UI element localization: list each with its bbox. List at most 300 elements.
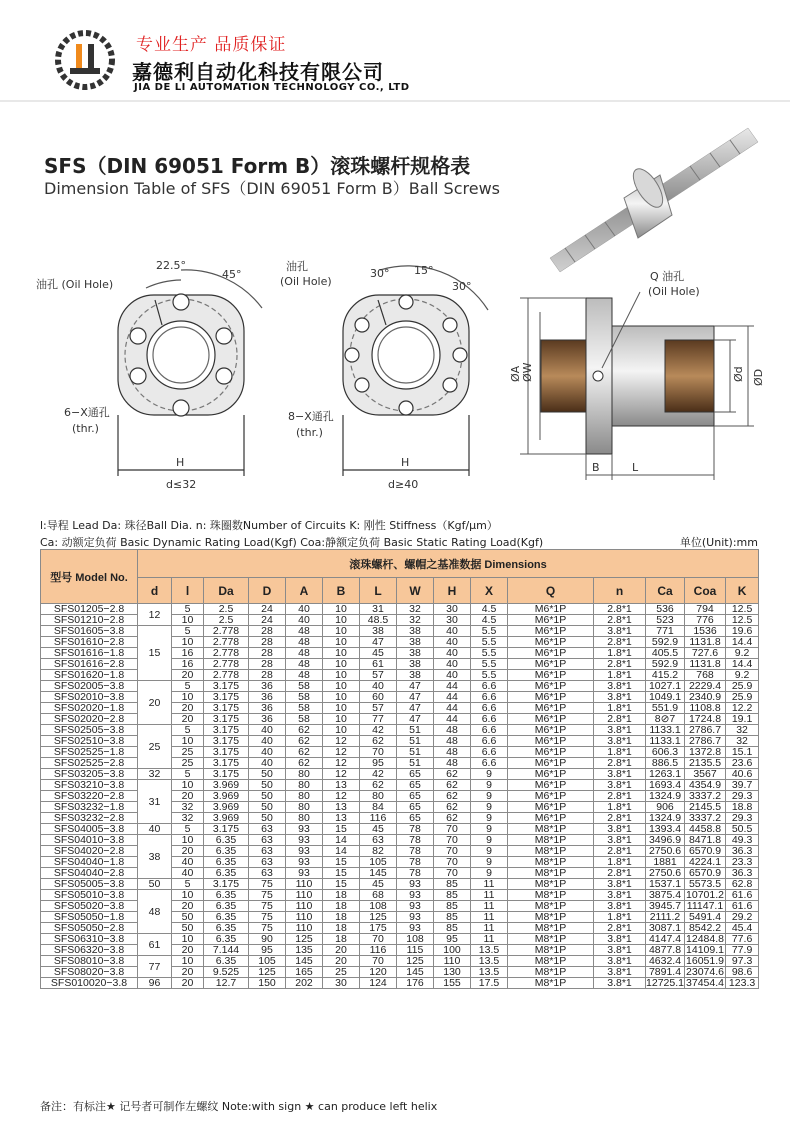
cell-model: SFS02010−3.8: [41, 692, 138, 703]
cell-da: 3.175: [204, 725, 249, 736]
cell-da: 6.35: [204, 956, 249, 967]
company-name-cn: 嘉德利自动化科技有限公司: [132, 60, 384, 84]
cell-d: 50: [249, 780, 286, 791]
cell-w: 32: [397, 604, 434, 615]
cell-d: 24: [249, 604, 286, 615]
cell-h: 85: [434, 923, 471, 934]
cell-l: 45: [360, 648, 397, 659]
table-row: [41, 769, 759, 780]
cell-a: 48: [286, 659, 323, 670]
cell-l: 40: [172, 857, 204, 868]
cell-d: 61: [138, 934, 172, 956]
cell-l: 20: [172, 670, 204, 681]
cell-model: SFS04040−1.8: [41, 857, 138, 868]
cell-b: 18: [323, 934, 360, 945]
cell-x: 6.6: [471, 681, 508, 692]
cell-da: 3.175: [204, 681, 249, 692]
cell-w: 176: [397, 978, 434, 989]
cell-ca: 2750.6: [646, 868, 685, 879]
cell-l: 50: [172, 912, 204, 923]
cell-coa: 6570.9: [685, 846, 726, 857]
cell-b: 10: [323, 681, 360, 692]
cell-x: 9: [471, 857, 508, 868]
cell-model: SFS02525−1.8: [41, 747, 138, 758]
cell-l: 48.5: [360, 615, 397, 626]
column-header-l: l: [172, 578, 204, 604]
cell-d: 75: [249, 890, 286, 901]
cell-k: 123.3: [726, 978, 759, 989]
cell-w: 78: [397, 824, 434, 835]
cell-q: M8*1P: [508, 978, 594, 989]
cell-q: M8*1P: [508, 879, 594, 890]
cell-q: M8*1P: [508, 857, 594, 868]
cell-k: 29.3: [726, 813, 759, 824]
cell-l: 25: [172, 747, 204, 758]
cell-ca: 1324.9: [646, 791, 685, 802]
cell-n: 1.8*1: [594, 670, 646, 681]
cell-w: 115: [397, 945, 434, 956]
cell-ca: 592.9: [646, 637, 685, 648]
header: [0, 0, 790, 100]
cell-k: 40.6: [726, 769, 759, 780]
cell-da: 12.7: [204, 978, 249, 989]
cell-l: 20: [172, 978, 204, 989]
cell-x: 9: [471, 791, 508, 802]
cell-b: 13: [323, 813, 360, 824]
cell-d: 24: [249, 615, 286, 626]
cell-h: 44: [434, 681, 471, 692]
cell-ca: 771: [646, 626, 685, 637]
cell-b: 18: [323, 901, 360, 912]
cell-b: 25: [323, 967, 360, 978]
cell-d: 36: [249, 681, 286, 692]
cell-ca: 523: [646, 615, 685, 626]
cell-x: 6.6: [471, 736, 508, 747]
cell-q: M6*1P: [508, 604, 594, 615]
cell-h: 30: [434, 604, 471, 615]
cell-q: M6*1P: [508, 703, 594, 714]
left-h-label: H: [176, 456, 185, 469]
cell-d: 77: [138, 956, 172, 978]
cell-l: 5: [172, 681, 204, 692]
cell-q: M8*1P: [508, 890, 594, 901]
cell-l: 20: [172, 703, 204, 714]
cell-l: 10: [172, 736, 204, 747]
table-row: [41, 604, 759, 615]
cell-b: 12: [323, 791, 360, 802]
column-header-n: n: [594, 578, 646, 604]
cell-b: 20: [323, 945, 360, 956]
cell-d: 75: [249, 901, 286, 912]
cell-x: 6.6: [471, 747, 508, 758]
cell-h: 85: [434, 890, 471, 901]
cell-model: SFS03232−1.8: [41, 802, 138, 813]
cell-ca: 551.9: [646, 703, 685, 714]
cell-coa: 37454.4: [686, 977, 724, 989]
cell-a: 48: [286, 648, 323, 659]
cell-n: 3.8*1: [594, 890, 646, 901]
cell-k: 25.9: [726, 692, 759, 703]
cell-d: 63: [249, 857, 286, 868]
cell-d: 36: [249, 692, 286, 703]
cell-l: 25: [172, 758, 204, 769]
cell-coa: 1108.8: [685, 703, 726, 714]
cell-b: 20: [323, 956, 360, 967]
cell-ca: 1881: [646, 857, 685, 868]
cell-h: 30: [434, 615, 471, 626]
table-row: [41, 835, 759, 846]
model-header: 型号 Model No.: [41, 550, 138, 604]
cell-w: 65: [397, 769, 434, 780]
cell-coa: 1724.8: [685, 714, 726, 725]
cell-k: 77.6: [726, 934, 759, 945]
cell-h: 70: [434, 868, 471, 879]
cell-n: 3.8*1: [594, 956, 646, 967]
cell-k: 36.3: [726, 846, 759, 857]
cell-coa: 5491.4: [685, 912, 726, 923]
cell-k: 77.9: [726, 945, 759, 956]
cell-h: 70: [434, 857, 471, 868]
cell-da: 2.778: [204, 659, 249, 670]
cell-x: 11: [471, 879, 508, 890]
cell-d: 150: [249, 978, 286, 989]
cell-b: 12: [323, 747, 360, 758]
cell-l: 20: [172, 967, 204, 978]
dimensions-header: 滚珠螺杆、螺帽之基准数据 Dimensions: [138, 550, 759, 578]
cell-h: 48: [434, 758, 471, 769]
cell-a: 93: [286, 846, 323, 857]
cell-coa: 1372.8: [685, 747, 726, 758]
cell-q: M6*1P: [508, 758, 594, 769]
cell-n: 3.8*1: [594, 945, 646, 956]
cell-k: 23.6: [726, 758, 759, 769]
cell-a: 80: [286, 802, 323, 813]
table-row: [41, 978, 759, 989]
cell-da: 6.35: [204, 857, 249, 868]
cell-b: 30: [323, 978, 360, 989]
cell-d: 48: [138, 890, 172, 934]
cell-model: SFS010020−3.8: [41, 978, 138, 989]
column-header-k: K: [726, 578, 759, 604]
cell-q: M8*1P: [508, 868, 594, 879]
cell-x: 5.5: [471, 648, 508, 659]
cell-model: SFS01610−2.8: [41, 637, 138, 648]
cell-model: SFS04040−2.8: [41, 868, 138, 879]
cell-q: M8*1P: [508, 824, 594, 835]
cell-l: 42: [360, 769, 397, 780]
cell-ca: 1393.4: [646, 824, 685, 835]
cell-n: 3.8*1: [594, 901, 646, 912]
cell-n: 2.8*1: [594, 604, 646, 615]
cell-b: 12: [323, 769, 360, 780]
cell-x: 5.5: [471, 626, 508, 637]
table-row: [41, 824, 759, 835]
cell-h: 48: [434, 747, 471, 758]
cell-da: 2.778: [204, 648, 249, 659]
header-divider: [0, 100, 790, 102]
cell-n: 3.8*1: [594, 626, 646, 637]
cell-x: 4.5: [471, 604, 508, 615]
cell-n: 2.8*1: [594, 813, 646, 824]
left-angle-22: 22.5°: [156, 259, 186, 272]
table-row: [41, 890, 759, 901]
cell-d: 32: [138, 769, 172, 780]
cell-l: 20: [172, 791, 204, 802]
cell-ca: 8⊘7: [646, 714, 685, 725]
cell-coa: 768: [685, 670, 726, 681]
cell-q: M8*1P: [508, 901, 594, 912]
cell-l: 10: [172, 692, 204, 703]
legend-line-1: l:导程 Lead Da: 珠径Ball Dia. n: 珠圈数Number of Circuits K: 刚性 Stiffness（Kgf/μm）: [40, 519, 498, 532]
cell-x: 9: [471, 813, 508, 824]
cell-l: 80: [360, 791, 397, 802]
cell-b: 18: [323, 923, 360, 934]
cell-w: 51: [397, 758, 434, 769]
cell-l: 45: [360, 824, 397, 835]
cell-da: 6.35: [204, 901, 249, 912]
cell-d: 75: [249, 879, 286, 890]
cell-coa: 4354.9: [685, 780, 726, 791]
cell-da: 2.5: [204, 604, 249, 615]
cell-w: 108: [397, 934, 434, 945]
cell-a: 165: [286, 967, 323, 978]
cell-n: 1.8*1: [594, 703, 646, 714]
dim-a-label: ØA: [509, 365, 522, 382]
cell-n: 3.8*1: [594, 692, 646, 703]
company-logo-icon: [55, 30, 115, 90]
cell-ca: 1537.1: [646, 879, 685, 890]
cell-q: M8*1P: [508, 934, 594, 945]
cell-w: 51: [397, 747, 434, 758]
cell-coa: 2786.7: [685, 725, 726, 736]
cell-ca: 7891.4: [646, 967, 685, 978]
cell-n: 1.8*1: [594, 912, 646, 923]
cell-h: 95: [434, 934, 471, 945]
cell-d: 40: [138, 824, 172, 835]
cell-model: SFS02525−2.8: [41, 758, 138, 769]
spec-table-body: [41, 604, 759, 989]
cell-a: 58: [286, 703, 323, 714]
cell-model: SFS01616−2.8: [41, 659, 138, 670]
cell-da: 6.35: [204, 912, 249, 923]
cell-l: 84: [360, 802, 397, 813]
cell-coa: 5573.5: [685, 879, 726, 890]
cell-l: 62: [360, 780, 397, 791]
cell-ca: 886.5: [646, 758, 685, 769]
cell-model: SFS05050−2.8: [41, 923, 138, 934]
cell-b: 10: [323, 692, 360, 703]
cell-da: 3.969: [204, 813, 249, 824]
cell-model: SFS08020−3.8: [41, 967, 138, 978]
cell-da: 3.175: [204, 736, 249, 747]
table-row: [41, 780, 759, 791]
cell-k: 36.3: [726, 868, 759, 879]
dim-l-label: L: [632, 461, 639, 474]
cell-h: 110: [434, 956, 471, 967]
left-oil-hole-label: 油孔 (Oil Hole): [36, 278, 114, 291]
mid-oil-hole-cn: 油孔: [286, 260, 308, 273]
cell-ca: 592.9: [646, 659, 685, 670]
cell-l: 20: [172, 846, 204, 857]
cell-a: 62: [286, 736, 323, 747]
cell-d: 28: [249, 626, 286, 637]
cell-k: 12.5: [726, 604, 759, 615]
cell-l: 70: [360, 747, 397, 758]
cell-x: 6.6: [471, 725, 508, 736]
cell-da: 2.5: [204, 615, 249, 626]
cell-a: 48: [286, 637, 323, 648]
cell-q: M8*1P: [508, 923, 594, 934]
cell-da: 6.35: [204, 934, 249, 945]
cell-ca: 2111.2: [646, 912, 685, 923]
cell-da: 6.35: [204, 835, 249, 846]
cell-q: M6*1P: [508, 637, 594, 648]
cell-da: 6.35: [204, 846, 249, 857]
cell-a: 48: [286, 670, 323, 681]
cell-h: 70: [434, 835, 471, 846]
cell-da: 3.175: [204, 879, 249, 890]
cell-da: 6.35: [204, 890, 249, 901]
cell-model: SFS06310−3.8: [41, 934, 138, 945]
cell-model: SFS02510−3.8: [41, 736, 138, 747]
cell-coa: 3567: [685, 769, 726, 780]
cell-coa: 2340.9: [685, 692, 726, 703]
cell-l: 125: [360, 912, 397, 923]
cell-l: 175: [360, 923, 397, 934]
cell-da: 3.969: [204, 780, 249, 791]
cell-a: 58: [286, 692, 323, 703]
cell-w: 47: [397, 681, 434, 692]
cell-da: 6.35: [204, 868, 249, 879]
cell-a: 80: [286, 813, 323, 824]
cell-a: 93: [286, 835, 323, 846]
cell-x: 9: [471, 769, 508, 780]
cell-l: 10: [172, 934, 204, 945]
cell-a: 93: [286, 824, 323, 835]
cell-ca: 906: [646, 802, 685, 813]
cell-k: 32: [726, 725, 759, 736]
cell-h: 40: [434, 670, 471, 681]
cell-da: 3.175: [204, 692, 249, 703]
mid-d-label: d≥40: [388, 478, 419, 491]
cell-q: M6*1P: [508, 769, 594, 780]
cell-n: 3.8*1: [594, 934, 646, 945]
cell-w: 47: [397, 692, 434, 703]
cell-h: 85: [434, 901, 471, 912]
cell-h: 100: [434, 945, 471, 956]
cell-l: 57: [360, 670, 397, 681]
cell-ca: 1324.9: [646, 813, 685, 824]
cell-h: 70: [434, 846, 471, 857]
cell-w: 51: [397, 736, 434, 747]
cell-coa: 11147.1: [685, 901, 726, 912]
cell-b: 10: [323, 714, 360, 725]
cell-d: 105: [249, 956, 286, 967]
cell-l: 116: [360, 945, 397, 956]
cell-l: 10: [172, 780, 204, 791]
cell-da: 2.778: [204, 670, 249, 681]
cell-q: M6*1P: [508, 681, 594, 692]
cell-l: 5: [172, 879, 204, 890]
cell-d: 75: [249, 923, 286, 934]
cell-l: 70: [360, 956, 397, 967]
cell-q: M8*1P: [508, 846, 594, 857]
cell-l: 45: [360, 879, 397, 890]
cell-x: 9: [471, 824, 508, 835]
cell-k: 9.2: [726, 648, 759, 659]
cell-q: M8*1P: [508, 945, 594, 956]
cell-l: 145: [360, 868, 397, 879]
cell-a: 125: [286, 934, 323, 945]
cell-b: 10: [323, 648, 360, 659]
cell-x: 6.6: [471, 703, 508, 714]
cell-model: SFS01620−1.8: [41, 670, 138, 681]
cell-w: 93: [397, 890, 434, 901]
cell-l: 5: [172, 769, 204, 780]
cell-model: SFS01616−1.8: [41, 648, 138, 659]
cell-model: SFS03205−3.8: [41, 769, 138, 780]
cell-a: 62: [286, 747, 323, 758]
cell-d: 63: [249, 835, 286, 846]
cell-model: SFS01205−2.8: [41, 604, 138, 615]
cell-l: 120: [360, 967, 397, 978]
cell-a: 110: [286, 912, 323, 923]
cell-d: 40: [249, 747, 286, 758]
cell-da: 2.778: [204, 626, 249, 637]
cell-x: 13.5: [471, 967, 508, 978]
cell-l: 16: [172, 659, 204, 670]
cell-l: 42: [360, 725, 397, 736]
cell-l: 32: [172, 813, 204, 824]
cell-n: 3.8*1: [594, 681, 646, 692]
cell-b: 18: [323, 912, 360, 923]
cell-model: SFS02020−2.8: [41, 714, 138, 725]
cell-n: 2.8*1: [594, 868, 646, 879]
cell-d: 63: [249, 868, 286, 879]
cell-h: 62: [434, 813, 471, 824]
cell-d: 50: [138, 879, 172, 890]
cell-d: 28: [249, 659, 286, 670]
cell-da: 3.175: [204, 769, 249, 780]
cell-n: 1.8*1: [594, 648, 646, 659]
cell-l: 116: [360, 813, 397, 824]
cell-ca: 3087.1: [646, 923, 685, 934]
cell-w: 65: [397, 791, 434, 802]
cell-h: 40: [434, 637, 471, 648]
cell-b: 15: [323, 868, 360, 879]
cell-k: 14.4: [726, 659, 759, 670]
cell-h: 155: [434, 978, 471, 989]
cell-l: 5: [172, 604, 204, 615]
cell-d: 25: [138, 725, 172, 769]
cell-q: M6*1P: [508, 648, 594, 659]
left-holes-thr: (thr.): [72, 422, 99, 435]
cell-l: 47: [360, 637, 397, 648]
cell-w: 65: [397, 813, 434, 824]
cell-h: 62: [434, 802, 471, 813]
table-row: [41, 879, 759, 890]
cell-x: 4.5: [471, 615, 508, 626]
cell-l: 20: [172, 945, 204, 956]
cell-b: 10: [323, 659, 360, 670]
column-header-q: Q: [508, 578, 594, 604]
cell-b: 15: [323, 857, 360, 868]
cell-b: 10: [323, 725, 360, 736]
cell-l: 38: [360, 626, 397, 637]
cell-b: 10: [323, 604, 360, 615]
cell-coa: 6570.9: [685, 868, 726, 879]
cell-l: 40: [360, 681, 397, 692]
